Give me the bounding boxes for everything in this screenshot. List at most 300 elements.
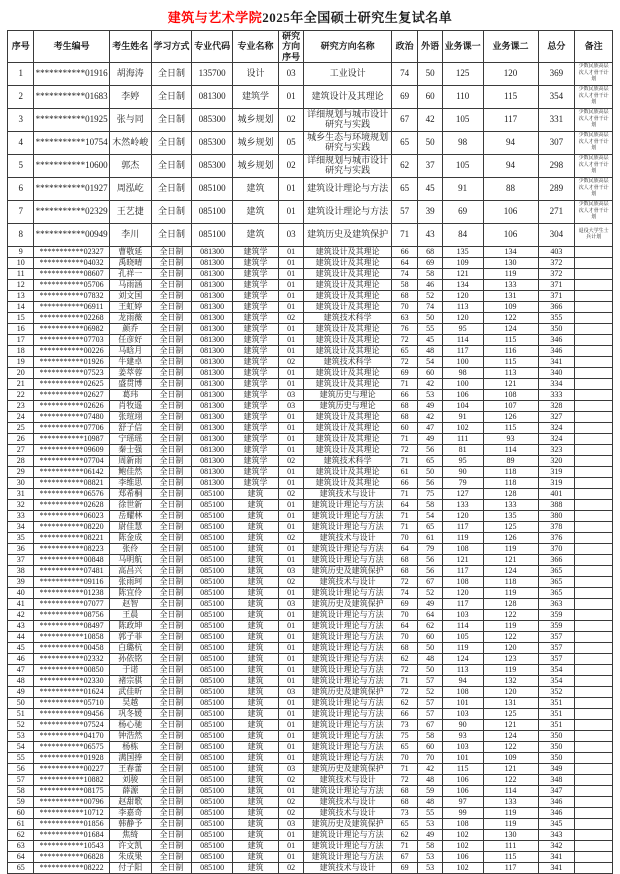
index-cell: 24 (8, 412, 34, 423)
course2-score-cell: 122 (483, 742, 538, 753)
candidate-number-cell: ***********08220 (34, 522, 109, 533)
direction-name-cell: 建筑设计理论与方法 (304, 841, 392, 852)
candidate-name-cell: 葛玮 (109, 390, 151, 401)
remark-cell (575, 632, 613, 643)
index-cell: 62 (8, 830, 34, 841)
major-code-cell: 085100 (192, 489, 233, 500)
major-name-cell: 建筑学 (233, 478, 279, 489)
total-score-cell: 341 (538, 357, 575, 368)
study-mode-cell: 全日制 (151, 533, 192, 544)
foreign-language-score-cell: 67 (418, 720, 442, 731)
candidate-number-cell: ***********07077 (34, 599, 109, 610)
major-name-cell: 建筑 (233, 621, 279, 632)
direction-number-cell: 01 (278, 379, 303, 390)
table-row (8, 599, 613, 610)
study-mode-cell: 全日制 (151, 852, 192, 863)
candidate-number-cell: ***********01925 (34, 109, 109, 132)
remark-cell (575, 577, 613, 588)
remark-cell (575, 720, 613, 731)
major-name-header: 专业名称 (233, 31, 279, 63)
direction-number-cell: 01 (278, 280, 303, 291)
major-name-cell: 建筑学 (233, 357, 279, 368)
candidate-number-cell: ***********08607 (34, 269, 109, 280)
foreign-language-score-cell: 42 (418, 109, 442, 132)
candidate-number-cell: ***********04032 (34, 258, 109, 269)
study-mode-cell: 全日制 (151, 786, 192, 797)
study-mode-cell: 全日制 (151, 324, 192, 335)
study-mode-cell: 全日制 (151, 313, 192, 324)
politics-score-header: 政治 (391, 31, 417, 63)
major-code-cell: 081300 (192, 269, 233, 280)
study-mode-cell: 全日制 (151, 610, 192, 621)
remark-cell (575, 357, 613, 368)
candidate-name-cell: 肖牧遥 (109, 401, 151, 412)
table-row (8, 155, 613, 178)
foreign-language-score-cell: 37 (418, 155, 442, 178)
major-name-cell: 建筑 (233, 654, 279, 665)
course2-score-cell: 89 (483, 456, 538, 467)
candidate-name-cell: 郭子菲 (109, 632, 151, 643)
direction-name-cell: 建筑技术与设计 (304, 533, 392, 544)
table-row (8, 346, 613, 357)
foreign-language-score-cell: 75 (418, 489, 442, 500)
politics-score-cell: 72 (391, 775, 417, 786)
course2-score-cell: 117 (483, 863, 538, 874)
table-row (8, 368, 613, 379)
table-row (8, 357, 613, 368)
table-row (8, 555, 613, 566)
politics-score-cell: 65 (391, 178, 417, 201)
major-code-cell: 085100 (192, 654, 233, 665)
politics-score-cell: 71 (391, 489, 417, 500)
direction-name-cell: 建筑技术与设计 (304, 797, 392, 808)
politics-score-cell: 71 (391, 456, 417, 467)
major-name-cell: 建筑 (233, 522, 279, 533)
candidate-name-cell: 褚宗骐 (109, 676, 151, 687)
study-mode-cell: 全日制 (151, 808, 192, 819)
candidate-number-cell: ***********05706 (34, 280, 109, 291)
major-code-cell: 085100 (192, 786, 233, 797)
direction-name-cell: 建筑设计及其理论 (304, 324, 392, 335)
course2-score-cell: 120 (483, 643, 538, 654)
course2-score-cell: 113 (483, 368, 538, 379)
study-mode-cell: 全日制 (151, 201, 192, 224)
candidate-number-cell: ***********00227 (34, 764, 109, 775)
foreign-language-score-cell: 49 (418, 401, 442, 412)
table-row (8, 379, 613, 390)
candidate-name-cell: 任彦好 (109, 335, 151, 346)
politics-score-cell: 69 (391, 368, 417, 379)
foreign-language-score-cell: 60 (418, 368, 442, 379)
major-code-cell: 085100 (192, 731, 233, 742)
major-name-cell: 建筑 (233, 533, 279, 544)
major-code-cell: 085100 (192, 544, 233, 555)
course1-score-cell: 125 (442, 63, 483, 86)
major-name-cell: 建筑 (233, 764, 279, 775)
index-cell: 28 (8, 456, 34, 467)
candidate-name-cell: 张雨珂 (109, 577, 151, 588)
politics-score-cell: 71 (391, 841, 417, 852)
candidate-number-cell: ***********10754 (34, 132, 109, 155)
table-header-row (8, 31, 613, 63)
major-code-cell: 085100 (192, 224, 233, 247)
remark-cell (575, 434, 613, 445)
major-name-cell: 建筑学 (233, 302, 279, 313)
course1-score-cell: 101 (442, 753, 483, 764)
total-score-cell: 401 (538, 489, 575, 500)
table-row (8, 247, 613, 258)
major-code-cell: 085100 (192, 808, 233, 819)
politics-score-cell: 66 (391, 390, 417, 401)
index-cell: 22 (8, 390, 34, 401)
course1-score-cell: 102 (442, 830, 483, 841)
course2-score-cell: 109 (483, 302, 538, 313)
course2-score-cell: 130 (483, 830, 538, 841)
major-code-cell: 081300 (192, 445, 233, 456)
politics-score-cell: 64 (391, 258, 417, 269)
politics-score-cell: 62 (391, 654, 417, 665)
politics-score-cell: 68 (391, 401, 417, 412)
politics-score-cell: 69 (391, 863, 417, 874)
candidate-name-cell: 付子阳 (109, 863, 151, 874)
total-score-cell: 289 (538, 178, 575, 201)
course2-score-cell: 135 (483, 511, 538, 522)
table-row (8, 500, 613, 511)
major-code-cell: 081300 (192, 401, 233, 412)
course2-score-cell: 114 (483, 786, 538, 797)
total-score-cell: 350 (538, 731, 575, 742)
direction-number-cell: 03 (278, 687, 303, 698)
foreign-language-score-cell: 60 (418, 632, 442, 643)
direction-number-cell: 02 (278, 533, 303, 544)
direction-name-cell: 建筑设计理论与方法 (304, 643, 392, 654)
candidate-number-cell: ***********00226 (34, 346, 109, 357)
major-name-cell: 建筑 (233, 665, 279, 676)
table-row (8, 665, 613, 676)
major-name-cell: 建筑 (233, 852, 279, 863)
candidate-name-cell: 李川 (109, 224, 151, 247)
study-mode-cell: 全日制 (151, 379, 192, 390)
course2-score-cell: 128 (483, 599, 538, 610)
major-code-cell: 085100 (192, 566, 233, 577)
course1-score-cell: 120 (442, 313, 483, 324)
direction-name-cell: 建筑设计及其理论 (304, 434, 392, 445)
direction-name-cell: 建筑设计理论与方法 (304, 665, 392, 676)
direction-name-cell: 建筑设计理论与方法 (304, 610, 392, 621)
direction-number-cell: 01 (278, 610, 303, 621)
remark-cell (575, 456, 613, 467)
course1-score-cell: 102 (442, 423, 483, 434)
candidate-number-cell: ***********01916 (34, 63, 109, 86)
candidate-name-cell: 龙雨薇 (109, 313, 151, 324)
foreign-language-score-cell: 52 (418, 588, 442, 599)
major-code-cell: 085300 (192, 132, 233, 155)
total-score-cell: 350 (538, 742, 575, 753)
major-name-cell: 建筑 (233, 610, 279, 621)
study-mode-cell: 全日制 (151, 390, 192, 401)
index-cell: 63 (8, 841, 34, 852)
remark-cell (575, 533, 613, 544)
index-cell: 17 (8, 335, 34, 346)
remark-cell (575, 269, 613, 280)
total-score-cell: 341 (538, 863, 575, 874)
candidate-name-cell: 杨栋 (109, 742, 151, 753)
candidate-number-header: 考生编号 (34, 31, 109, 63)
course2-score-cell: 130 (483, 258, 538, 269)
major-code-cell: 085100 (192, 500, 233, 511)
course2-score-cell: 107 (483, 401, 538, 412)
direction-number-cell: 01 (278, 291, 303, 302)
major-name-cell: 建筑 (233, 808, 279, 819)
study-mode-cell: 全日制 (151, 643, 192, 654)
major-code-cell: 085100 (192, 599, 233, 610)
direction-name-cell: 建筑历史及建筑保护 (304, 764, 392, 775)
course1-score-cell: 106 (442, 786, 483, 797)
candidate-number-cell: ***********00458 (34, 643, 109, 654)
table-row (8, 86, 613, 109)
foreign-language-score-cell: 53 (418, 819, 442, 830)
major-code-cell: 081300 (192, 302, 233, 313)
study-mode-cell: 全日制 (151, 434, 192, 445)
course1-score-cell: 91 (442, 412, 483, 423)
direction-name-cell: 详细规划与城市设计研究与实践 (304, 109, 392, 132)
direction-name-cell: 建筑设计理论与方法 (304, 786, 392, 797)
index-cell: 37 (8, 555, 34, 566)
total-score-cell: 346 (538, 346, 575, 357)
total-score-cell: 345 (538, 819, 575, 830)
candidate-name-cell: 孙依铭 (109, 654, 151, 665)
foreign-language-score-cell: 60 (418, 742, 442, 753)
study-mode-cell: 全日制 (151, 599, 192, 610)
direction-number-cell: 03 (278, 63, 303, 86)
course1-score-cell: 104 (442, 401, 483, 412)
index-cell: 16 (8, 324, 34, 335)
foreign-language-score-cell: 39 (418, 201, 442, 224)
total-score-cell: 372 (538, 269, 575, 280)
table-row (8, 434, 613, 445)
course2-score-cell: 119 (483, 544, 538, 555)
major-code-cell: 085100 (192, 665, 233, 676)
foreign-language-score-cell: 56 (418, 555, 442, 566)
total-score-cell: 365 (538, 566, 575, 577)
foreign-language-score-cell: 48 (418, 797, 442, 808)
course2-score-cell: 116 (483, 346, 538, 357)
foreign-language-score-cell: 57 (418, 698, 442, 709)
major-code-cell: 085100 (192, 676, 233, 687)
direction-name-cell: 建筑设计理论与方法 (304, 698, 392, 709)
direction-number-cell: 01 (278, 324, 303, 335)
politics-score-cell: 71 (391, 764, 417, 775)
direction-name-cell: 建筑设计及其理论 (304, 280, 392, 291)
candidate-name-cell: 宁瑶瑶 (109, 434, 151, 445)
index-cell: 10 (8, 258, 34, 269)
course1-score-cell: 102 (442, 863, 483, 874)
table-row (8, 621, 613, 632)
politics-score-cell: 64 (391, 621, 417, 632)
course2-score-cell: 94 (483, 132, 538, 155)
course1-score-cell: 121 (442, 269, 483, 280)
direction-number-cell: 01 (278, 247, 303, 258)
table-row (8, 566, 613, 577)
remark-cell (575, 731, 613, 742)
study-mode-cell: 全日制 (151, 132, 192, 155)
course2-score-cell: 121 (483, 764, 538, 775)
course1-score-cell: 114 (442, 335, 483, 346)
total-score-cell: 365 (538, 588, 575, 599)
course1-score-cell: 103 (442, 709, 483, 720)
index-cell: 32 (8, 500, 34, 511)
study-mode-cell: 全日制 (151, 86, 192, 109)
politics-score-cell: 61 (391, 467, 417, 478)
foreign-language-score-cell: 58 (418, 731, 442, 742)
candidate-name-cell: 岳耀林 (109, 511, 151, 522)
course2-score-cell: 121 (483, 720, 538, 731)
direction-name-cell: 建筑设计及其理论 (304, 379, 392, 390)
foreign-language-score-cell: 57 (418, 709, 442, 720)
major-name-cell: 城乡规划 (233, 132, 279, 155)
direction-name-cell: 城乡生态与环境规划研究与实践 (304, 132, 392, 155)
direction-name-cell: 建筑设计及其理论 (304, 258, 392, 269)
study-mode-cell: 全日制 (151, 665, 192, 676)
direction-name-cell: 建筑设计理论与方法 (304, 511, 392, 522)
table-row (8, 632, 613, 643)
foreign-language-score-cell: 54 (418, 511, 442, 522)
politics-score-cell: 64 (391, 500, 417, 511)
table-row (8, 109, 613, 132)
direction-name-cell: 建筑技术科学 (304, 313, 392, 324)
politics-score-cell: 72 (391, 687, 417, 698)
total-score-cell: 331 (538, 109, 575, 132)
total-score-cell: 354 (538, 86, 575, 109)
candidate-number-cell: ***********02330 (34, 676, 109, 687)
course1-score-cell: 102 (442, 841, 483, 852)
direction-number-cell: 03 (278, 566, 303, 577)
course1-score-cell: 103 (442, 610, 483, 621)
major-code-cell: 085100 (192, 522, 233, 533)
direction-number-cell: 01 (278, 368, 303, 379)
table-row (8, 544, 613, 555)
index-cell: 64 (8, 852, 34, 863)
direction-name-cell: 建筑设计理论与方法 (304, 654, 392, 665)
remark-cell (575, 819, 613, 830)
candidate-number-cell: ***********10712 (34, 808, 109, 819)
course1-score-cell: 120 (442, 588, 483, 599)
study-mode-cell: 全日制 (151, 456, 192, 467)
major-name-cell: 建筑 (233, 731, 279, 742)
direction-name-cell: 建筑设计理论与方法 (304, 178, 392, 201)
total-score-cell: 355 (538, 313, 575, 324)
candidate-number-cell: ***********02625 (34, 379, 109, 390)
index-cell: 44 (8, 632, 34, 643)
foreign-language-score-cell: 65 (418, 522, 442, 533)
table-row (8, 269, 613, 280)
course1-score-cell: 91 (442, 178, 483, 201)
total-score-cell: 340 (538, 368, 575, 379)
course2-score-cell: 122 (483, 610, 538, 621)
total-score-cell: 352 (538, 687, 575, 698)
index-cell: 47 (8, 665, 34, 676)
direction-number-cell: 01 (278, 698, 303, 709)
direction-number-cell: 02 (278, 775, 303, 786)
remark-cell: 少数民族高层次人才骨干计划 (575, 201, 613, 224)
direction-number-cell: 01 (278, 643, 303, 654)
table-row (8, 830, 613, 841)
major-name-cell: 建筑 (233, 544, 279, 555)
foreign-language-score-cell: 49 (418, 830, 442, 841)
direction-name-cell: 建筑设计理论与方法 (304, 588, 392, 599)
foreign-language-score-cell: 48 (418, 654, 442, 665)
remark-cell (575, 489, 613, 500)
major-name-cell: 建筑学 (233, 445, 279, 456)
index-cell: 30 (8, 478, 34, 489)
study-mode-cell: 全日制 (151, 280, 192, 291)
candidate-number-cell: ***********07832 (34, 291, 109, 302)
index-cell: 18 (8, 346, 34, 357)
candidate-name-cell: 赵甜歌 (109, 797, 151, 808)
study-mode-cell: 全日制 (151, 178, 192, 201)
direction-name-cell: 建筑设计理论与方法 (304, 753, 392, 764)
study-mode-cell: 全日制 (151, 555, 192, 566)
total-score-cell: 366 (538, 302, 575, 313)
foreign-language-score-cell: 70 (418, 753, 442, 764)
direction-number-cell: 02 (278, 456, 303, 467)
index-cell: 52 (8, 720, 34, 731)
candidate-name-cell: 陈政坤 (109, 621, 151, 632)
candidate-name-cell: 朱成果 (109, 852, 151, 863)
index-cell: 60 (8, 808, 34, 819)
candidate-name-cell: 马雨涵 (109, 280, 151, 291)
table-row (8, 610, 613, 621)
course1-score-cell: 98 (442, 368, 483, 379)
candidate-number-cell: ***********01238 (34, 588, 109, 599)
table-row (8, 676, 613, 687)
total-score-cell: 350 (538, 324, 575, 335)
remark-cell (575, 313, 613, 324)
direction-number-cell: 01 (278, 709, 303, 720)
course2-score-cell: 111 (483, 841, 538, 852)
total-score-header: 总分 (538, 31, 575, 63)
direction-name-cell: 建筑设计及其理论 (304, 291, 392, 302)
candidate-number-cell: ***********10858 (34, 632, 109, 643)
candidate-name-cell: 木然岭峻 (109, 132, 151, 155)
study-mode-cell: 全日制 (151, 478, 192, 489)
course2-score-cell: 119 (483, 819, 538, 830)
direction-number-cell: 01 (278, 478, 303, 489)
direction-name-cell: 建筑设计理论与方法 (304, 544, 392, 555)
study-mode-cell: 全日制 (151, 109, 192, 132)
course1-score-header: 业务课一 (442, 31, 483, 63)
direction-number-cell: 01 (278, 412, 303, 423)
major-name-cell: 建筑 (233, 632, 279, 643)
foreign-language-score-cell: 50 (418, 313, 442, 324)
remark-cell (575, 555, 613, 566)
candidate-name-cell: 杨心驰 (109, 720, 151, 731)
index-cell: 34 (8, 522, 34, 533)
candidate-number-cell: ***********08223 (34, 544, 109, 555)
remark-cell (575, 709, 613, 720)
study-mode-cell: 全日制 (151, 63, 192, 86)
candidate-number-cell: ***********01926 (34, 357, 109, 368)
table-row (8, 687, 613, 698)
major-name-cell: 建筑学 (233, 269, 279, 280)
table-row (8, 775, 613, 786)
remark-cell: 退役大学生士兵计划 (575, 224, 613, 247)
major-name-cell: 建筑 (233, 555, 279, 566)
major-code-cell: 081300 (192, 467, 233, 478)
politics-score-cell: 69 (391, 599, 417, 610)
remark-cell (575, 841, 613, 852)
major-name-cell: 建筑学 (233, 390, 279, 401)
